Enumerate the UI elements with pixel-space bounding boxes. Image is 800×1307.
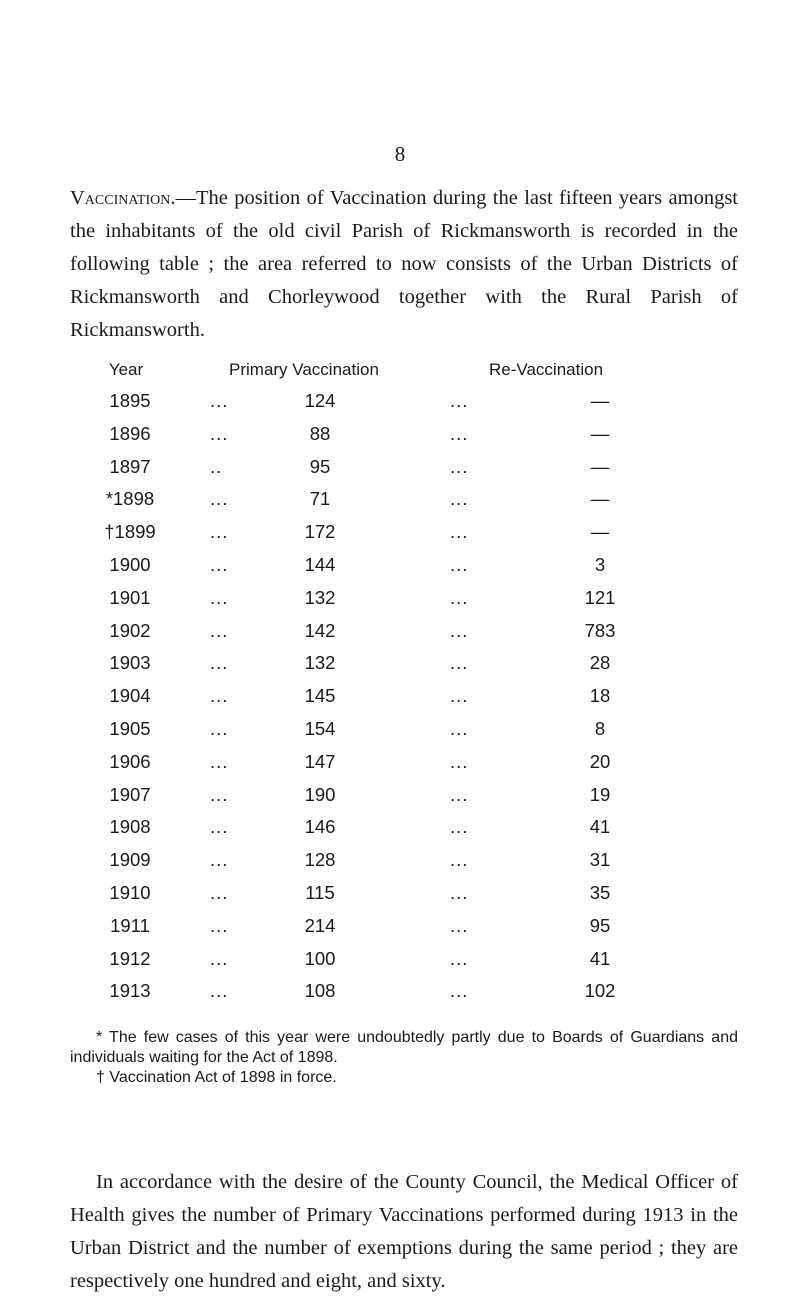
cell-re-vaccination: —: [590, 488, 610, 510]
leader-dots: ...: [450, 619, 469, 641]
cell-re-vaccination: 121: [584, 586, 616, 608]
leader-dots: ...: [210, 553, 229, 575]
table-row: [100, 714, 720, 747]
leader-dots: ...: [450, 717, 469, 739]
intro-paragraph: [70, 182, 738, 347]
table-row: [100, 452, 720, 485]
cell-year: 1902: [109, 619, 151, 641]
cell-year: 1901: [109, 586, 151, 608]
table-row: [100, 648, 720, 681]
table-row: [100, 812, 720, 845]
cell-re-vaccination: 28: [589, 652, 611, 674]
leader-dots: ...: [450, 947, 469, 969]
leader-dots: ...: [450, 881, 469, 903]
cell-primary-vaccination: 88: [309, 422, 331, 444]
footnotes: [70, 1028, 738, 1088]
cell-year: 1911: [110, 914, 150, 936]
cell-primary-vaccination: 108: [304, 980, 336, 1002]
cell-primary-vaccination: 100: [304, 947, 336, 969]
table-row: [100, 976, 720, 1009]
leader-dots: ...: [210, 619, 229, 641]
leader-dots: ...: [210, 390, 229, 411]
header-year: Year: [108, 360, 144, 379]
cell-primary-vaccination: 145: [304, 685, 336, 707]
leader-dots: ...: [210, 717, 229, 739]
leader-dots: ...: [450, 652, 469, 674]
cell-primary-vaccination: 115: [305, 881, 335, 903]
leader-dots: ...: [210, 488, 229, 510]
leader-dots: ...: [450, 685, 469, 707]
table-row: [100, 517, 720, 550]
leader-dots: ...: [210, 586, 229, 608]
table-row: [100, 780, 720, 813]
cell-re-vaccination: 19: [589, 783, 611, 805]
table-row: [100, 419, 720, 452]
footnote-dagger: † Vaccination Act of 1898 in force.: [96, 1069, 337, 1086]
leader-dots: ...: [450, 750, 469, 772]
cell-primary-vaccination: 214: [304, 914, 336, 936]
cell-primary-vaccination: 146: [304, 816, 336, 838]
cell-primary-vaccination: 128: [304, 849, 336, 871]
cell-primary-vaccination: 144: [304, 553, 336, 575]
cell-year: 1904: [109, 685, 151, 707]
leader-dots: ...: [450, 488, 469, 510]
cell-year: †1899: [104, 521, 156, 543]
cell-re-vaccination: 783: [584, 619, 616, 641]
leader-dots: ...: [450, 521, 469, 543]
cell-primary-vaccination: 190: [304, 783, 336, 805]
cell-re-vaccination: 18: [589, 685, 611, 707]
cell-re-vaccination: 95: [589, 914, 611, 936]
leader-dots: ...: [450, 422, 469, 444]
cell-primary-vaccination: 132: [304, 586, 336, 608]
table-row: [100, 911, 720, 944]
table-row: [100, 484, 720, 517]
cell-year: 1897: [109, 455, 151, 477]
table-body: [100, 386, 720, 1009]
cell-year: 1908: [109, 816, 151, 838]
leader-dots: ...: [210, 422, 229, 444]
cell-year: 1909: [109, 849, 151, 871]
cell-re-vaccination: 41: [589, 816, 611, 838]
leader-dots: ...: [450, 553, 469, 575]
vaccination-table: [100, 358, 720, 1009]
intro-text: —The position of Vaccination during the last fifteen years amongst the inhabitants of the old civil Parish of Rickmansworth is recorded in the following table ; the area referred to now consists of the Urban Districts of Rickmansworth and Chorleywood together with the Rural Parish of Rickmansworth.: [70, 187, 738, 341]
cell-re-vaccination: 102: [584, 980, 616, 1002]
table-row: [100, 681, 720, 714]
leader-dots: ...: [210, 521, 229, 543]
leader-dots: ...: [450, 783, 469, 805]
cell-primary-vaccination: 147: [304, 750, 336, 772]
cell-primary-vaccination: 172: [304, 521, 336, 543]
leader-dots: ...: [210, 750, 229, 772]
cell-year: 1910: [109, 881, 151, 903]
table-row: [100, 878, 720, 911]
header-primary-vaccination: Primary Vaccination: [229, 360, 379, 379]
leader-dots: ...: [210, 783, 229, 805]
table-row: [100, 386, 720, 419]
cell-re-vaccination: 31: [589, 849, 611, 871]
cell-primary-vaccination: 154: [304, 717, 336, 739]
cell-year: 1903: [109, 652, 151, 674]
cell-re-vaccination: 3: [594, 553, 606, 575]
leader-dots: ...: [450, 914, 469, 936]
table-row: [100, 944, 720, 977]
cell-re-vaccination: —: [590, 422, 610, 444]
leader-dots: ...: [210, 816, 229, 838]
cell-year: 1906: [109, 750, 151, 772]
table-row: [100, 845, 720, 878]
cell-year: 1912: [109, 947, 151, 969]
cell-primary-vaccination: 95: [309, 455, 331, 477]
table-row: [100, 550, 720, 583]
table-row: [100, 616, 720, 649]
cell-year: 1895: [109, 390, 151, 411]
cell-re-vaccination: —: [590, 455, 610, 477]
leader-dots: ...: [450, 980, 469, 1002]
cell-re-vaccination: —: [590, 390, 610, 411]
cell-re-vaccination: 20: [589, 750, 611, 772]
table-header-row: [100, 358, 720, 386]
leader-dots: ...: [210, 881, 229, 903]
leader-dots: ...: [450, 586, 469, 608]
cell-re-vaccination: 35: [589, 881, 611, 903]
leader-dots: ...: [210, 947, 229, 969]
leader-dots: ...: [210, 914, 229, 936]
cell-year: *1898: [105, 488, 155, 510]
cell-primary-vaccination: 142: [304, 619, 336, 641]
section-heading: Vaccination.: [70, 187, 176, 209]
leader-dots: ...: [210, 685, 229, 707]
table-row: [100, 747, 720, 780]
cell-primary-vaccination: 124: [304, 390, 336, 411]
leader-dots: ...: [450, 816, 469, 838]
closing-paragraph: In accordance with the desire of the County Council, the Medical Officer of Health gives the number of Primary Vaccinations performed during 1913 in the Urban District and the number of exemptions during the same period ; they are respectively one hundred and eight, and sixty.: [70, 1171, 738, 1292]
cell-re-vaccination: 8: [594, 717, 606, 739]
cell-year: 1907: [109, 783, 151, 805]
footnote-asterisk: * The few cases of this year were undoubtedly partly due to Boards of Guardians and individuals waiting for the Act of 1898.: [70, 1029, 738, 1066]
leader-dots: ...: [210, 652, 229, 674]
cell-year: 1905: [109, 717, 151, 739]
page-number: 8: [394, 142, 406, 166]
leader-dots: ...: [450, 849, 469, 871]
cell-re-vaccination: 41: [589, 947, 611, 969]
cell-year: 1913: [109, 980, 151, 1002]
table-row: [100, 583, 720, 616]
cell-year: 1896: [109, 422, 151, 444]
leader-dots: ...: [210, 849, 229, 871]
header-re-vaccination: Re-Vaccination: [489, 360, 604, 379]
leader-dots: ...: [210, 980, 229, 1002]
leader-dots: ..: [210, 455, 223, 477]
leader-dots: ...: [450, 455, 469, 477]
cell-primary-vaccination: 71: [309, 488, 331, 510]
leader-dots: ...: [450, 390, 469, 411]
cell-year: 1900: [109, 553, 151, 575]
cell-re-vaccination: —: [590, 521, 610, 543]
cell-primary-vaccination: 132: [304, 652, 336, 674]
